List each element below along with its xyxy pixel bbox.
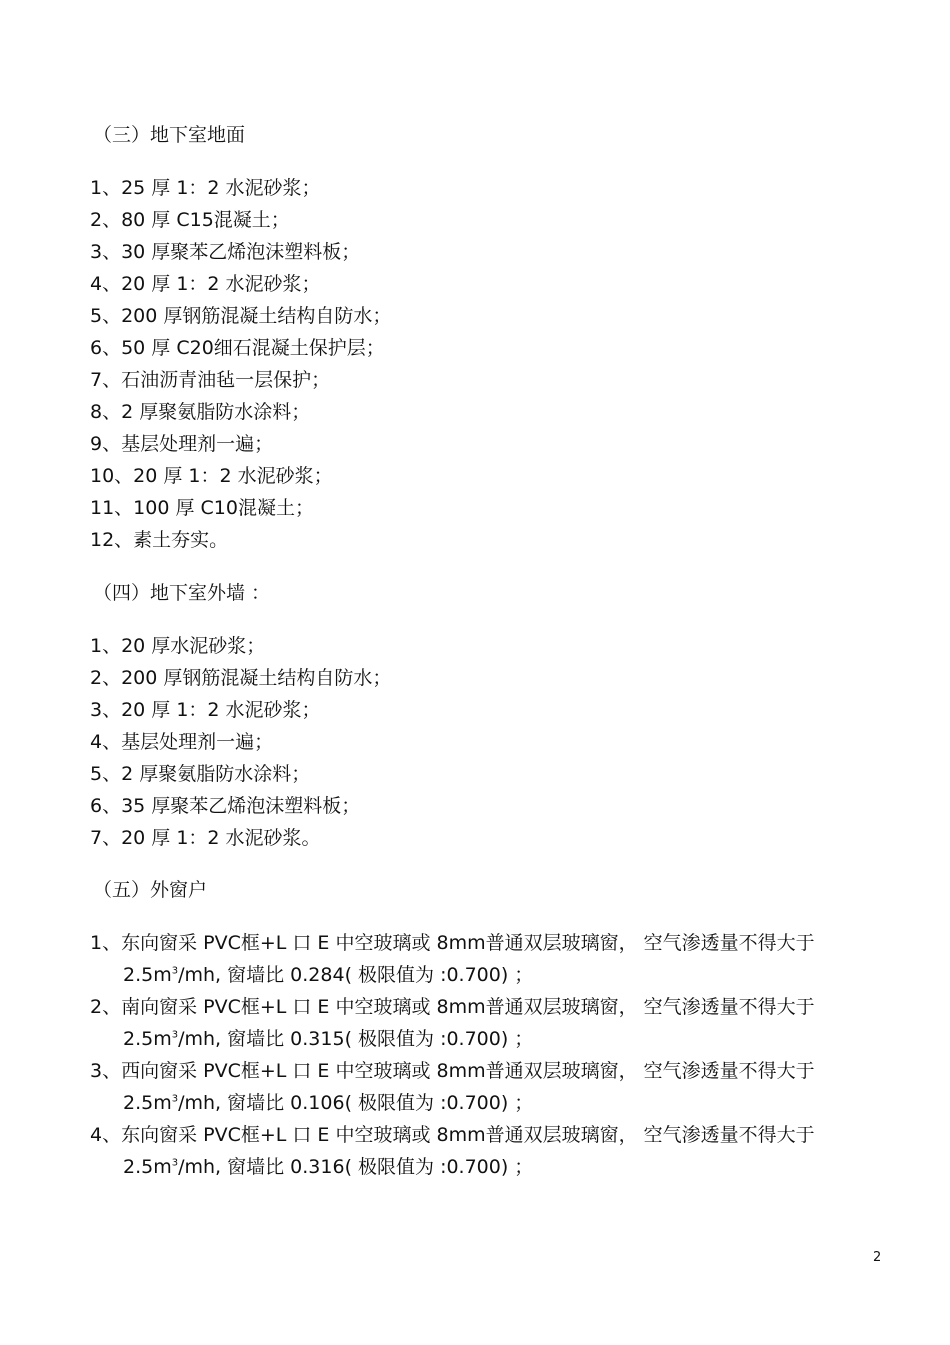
list-item: 5、200 厚钢筋混凝土结构自防水；: [90, 305, 392, 327]
list-item: 9、基层处理剂一遍；: [90, 433, 274, 455]
list-item: 4、20 厚 1：2 水泥砂浆；: [90, 273, 321, 295]
window-item-continuation: [123, 962, 533, 988]
list-item: 12、素土夯实。: [90, 529, 229, 551]
window-item-continuation: [123, 1090, 533, 1116]
value-text: /mh, 窗墙比 0.284( 极限值为 :0.700) ；: [178, 964, 534, 986]
window-item-line: 4、东向窗采 PVC框+L 口 E 中空玻璃或 8mm普通双层玻璃窗， 空气渗透量不得大于: [90, 1124, 815, 1146]
section-heading: （三）地下室地面: [93, 124, 246, 146]
list-item: 2、200 厚钢筋混凝土结构自防水；: [90, 667, 392, 689]
list-item: 8、2 厚聚氨脂防水涂料；: [90, 401, 311, 423]
value-text: 2.5m: [123, 1028, 172, 1050]
value-text: /mh, 窗墙比 0.316( 极限值为 :0.700) ；: [178, 1156, 534, 1178]
list-item: 4、基层处理剂一遍；: [90, 731, 274, 753]
superscript: 3: [171, 1093, 179, 1105]
superscript: 3: [171, 965, 179, 977]
value-text: 2.5m: [123, 1092, 172, 1114]
window-item-line: 1、东向窗采 PVC框+L 口 E 中空玻璃或 8mm普通双层玻璃窗， 空气渗透量不得大于: [90, 932, 815, 954]
window-item-line: 3、西向窗采 PVC框+L 口 E 中空玻璃或 8mm普通双层玻璃窗， 空气渗透量不得大于: [90, 1060, 815, 1082]
value-text: 2.5m: [123, 964, 172, 986]
page-number: 2: [873, 1250, 882, 1265]
list-item: 2、80 厚 C15混凝土；: [90, 209, 290, 231]
list-item: 7、石油沥青油毡一层保护；: [90, 369, 331, 391]
window-item-continuation: [123, 1154, 533, 1180]
value-text: /mh, 窗墙比 0.315( 极限值为 :0.700) ；: [178, 1028, 534, 1050]
superscript: 3: [171, 1029, 179, 1041]
list-item: 1、25 厚 1：2 水泥砂浆；: [90, 177, 321, 199]
list-item: 6、35 厚聚苯乙烯泡沫塑料板；: [90, 795, 361, 817]
superscript: 3: [171, 1157, 179, 1169]
list-item: 10、20 厚 1：2 水泥砂浆；: [90, 465, 333, 487]
list-item: 5、2 厚聚氨脂防水涂料；: [90, 763, 311, 785]
window-item-line: 2、南向窗采 PVC框+L 口 E 中空玻璃或 8mm普通双层玻璃窗， 空气渗透量不得大于: [90, 996, 815, 1018]
section-heading: （四）地下室外墙 ：: [93, 582, 271, 604]
list-item: 7、20 厚 1：2 水泥砂浆。: [90, 827, 321, 849]
section-heading: （五）外窗户: [93, 879, 208, 901]
list-item: 6、50 厚 C20细石混凝土保护层；: [90, 337, 385, 359]
list-item: 11、100 厚 C10混凝土；: [90, 497, 314, 519]
value-text: 2.5m: [123, 1156, 172, 1178]
list-item: 3、20 厚 1：2 水泥砂浆；: [90, 699, 321, 721]
list-item: 3、30 厚聚苯乙烯泡沫塑料板；: [90, 241, 361, 263]
window-item-continuation: [123, 1026, 533, 1052]
value-text: /mh, 窗墙比 0.106( 极限值为 :0.700) ；: [178, 1092, 534, 1114]
list-item: 1、20 厚水泥砂浆；: [90, 635, 266, 657]
